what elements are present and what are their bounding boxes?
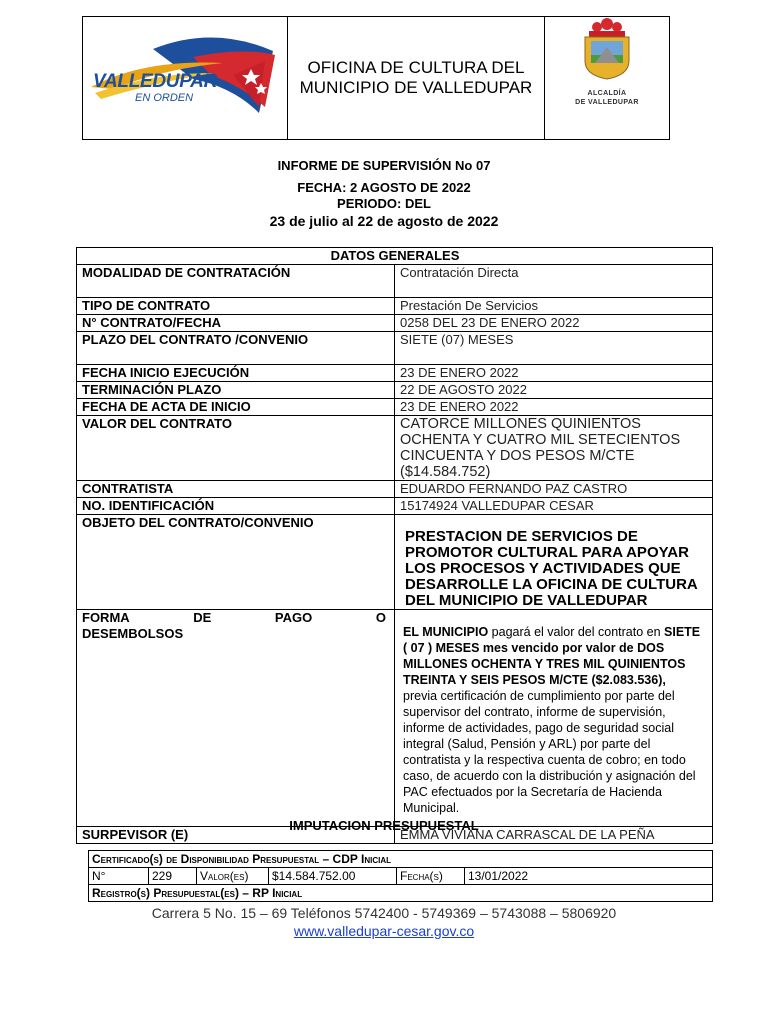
report-period-label: PERIODO: DEL — [337, 196, 431, 211]
inicio-label: FECHA INICIO EJECUCIÓN — [77, 365, 395, 382]
forma-word: FORMA — [82, 610, 130, 625]
pago-municipio: EL MUNICIPIO — [403, 625, 489, 639]
footer-address: Carrera 5 No. 15 – 69 Teléfonos 5742400 - 5749369 – 5743088 – 5806920 — [151, 905, 617, 921]
logo-tagline: EN ORDEN — [135, 92, 194, 104]
acta-label: FECHA DE ACTA DE INICIO — [77, 399, 395, 416]
modalidad-label: MODALIDAD DE CONTRATACIÓN — [77, 265, 395, 298]
table-row — [77, 248, 713, 265]
inicio-value: 23 DE ENERO 2022 — [395, 365, 713, 382]
cdp-fecha-label: Fecha(s) — [397, 868, 465, 885]
objeto-value: PRESTACION DE SERVICIOS DE PROMOTOR CULTURAL PARA APOYAR LOS PROCESOS Y ACTIVIDADES QUE DESARROLLE LA OFICINA DE CULTURA DEL MUNICIPIO DE VALLEDUPAR — [395, 515, 713, 610]
forma-word: PAGO — [274, 610, 313, 625]
report-date: FECHA: 2 AGOSTO DE 2022 — [297, 180, 471, 195]
identificacion-label: NO. IDENTIFICACIÓN — [77, 498, 395, 515]
table-row — [89, 851, 713, 868]
numero-label: N° CONTRATO/FECHA — [77, 315, 395, 332]
table-row — [89, 868, 713, 885]
datos-generales-table — [76, 247, 713, 844]
forma-pago-label-line2: DESEMBOLSOS — [82, 626, 184, 641]
forma-pago-label-line1 — [82, 610, 386, 626]
pago-text-2: previa certificación de cumplimiento por parte del supervisor del contrato, informe de supervisión, informe de actividades, pago de seguridad social integral (Salud, Pensión y ARL) por parte del contratista y la respectiva cuenta de cobro; en todo caso, de acuerdo con la distribución y asignación del PAC efectuados por la Secretaría de Hacienda Municipal. — [403, 689, 696, 815]
valledupar-logo — [83, 17, 288, 139]
tipo-value: Prestación De Servicios — [395, 298, 713, 315]
forma-pago-value — [395, 610, 713, 827]
cdp-no-label: N° — [89, 868, 149, 885]
logo-wordmark: VALLEDUPAR — [93, 71, 218, 92]
valor-value: CATORCE MILLONES QUINIENTOS OCHENTA Y CUATRO MIL SETECIENTOS CINCUENTA Y DOS PESOS M/CTE ($14.584.752) — [395, 416, 713, 481]
office-title-line1: OFICINA DE CULTURA DEL — [307, 58, 525, 77]
document-header — [82, 16, 670, 140]
coat-of-arms-icon — [545, 17, 669, 87]
office-title-line2: MUNICIPIO DE VALLEDUPAR — [299, 78, 533, 97]
table-row — [89, 885, 713, 902]
imputacion-title: IMPUTACION PRESUPUESTAL — [289, 818, 479, 833]
seal-text-line2: DE VALLEDUPAR — [575, 99, 639, 106]
table-row — [77, 610, 713, 827]
pago-amount: SIETE ( 07 ) MESES mes vencido por valor de DOS MILLONES OCHENTA Y TRES MIL QUINIENTOS TREINTA Y SEIS PESOS M/CTE ($2.083.536), — [403, 625, 701, 687]
cdp-header: Certificado(s) de Disponibilidad Presupuestal – CDP Inicial — [89, 851, 713, 868]
cdp-no-value: 229 — [149, 868, 197, 885]
table-row — [77, 365, 713, 382]
forma-word: DE — [193, 610, 212, 625]
acta-value: 23 DE ENERO 2022 — [395, 399, 713, 416]
report-title: INFORME DE SUPERVISIÓN No 07 — [277, 158, 491, 173]
supervisor-value: EMMA VIVIANA CARRASCAL DE LA PEÑA — [395, 827, 713, 844]
table-row — [77, 382, 713, 399]
office-title — [288, 17, 545, 139]
section-title: DATOS GENERALES — [77, 248, 713, 265]
report-period: 23 de julio al 22 de agosto de 2022 — [269, 213, 499, 229]
seal-text-line1: ALCALDÍA — [587, 90, 627, 97]
terminacion-value: 22 DE AGOSTO 2022 — [395, 382, 713, 399]
contratista-label: CONTRATISTA — [77, 481, 395, 498]
table-row — [77, 315, 713, 332]
cdp-valor-label: Valor(es) — [197, 868, 269, 885]
valor-label: VALOR DEL CONTRATO — [77, 416, 395, 481]
numero-value: 0258 DEL 23 DE ENERO 2022 — [395, 315, 713, 332]
website-link[interactable]: www.valledupar-cesar.gov.co — [293, 923, 475, 939]
table-row — [77, 332, 713, 365]
supervisor-label: SURPEVISOR (E) — [77, 827, 395, 844]
footer-website-row — [0, 923, 768, 939]
table-row — [77, 481, 713, 498]
cdp-fecha-value: 13/01/2022 — [465, 868, 713, 885]
plazo-value: SIETE (07) MESES — [395, 332, 713, 365]
cdp-valor-value: $14.584.752.00 — [269, 868, 397, 885]
table-row — [77, 298, 713, 315]
table-row — [77, 265, 713, 298]
table-row — [77, 399, 713, 416]
alcaldia-seal — [545, 17, 669, 139]
table-row — [77, 498, 713, 515]
table-row — [77, 416, 713, 481]
forma-pago-label — [77, 610, 395, 827]
pago-text-1: pagará el valor del contrato en — [488, 625, 665, 639]
objeto-label: OBJETO DEL CONTRATO/CONVENIO — [77, 515, 395, 610]
identificacion-value: 15174924 VALLEDUPAR CESAR — [395, 498, 713, 515]
modalidad-value: Contratación Directa — [395, 265, 713, 298]
tipo-label: TIPO DE CONTRATO — [77, 298, 395, 315]
terminacion-label: TERMINACIÓN PLAZO — [77, 382, 395, 399]
cdp-table — [88, 850, 713, 902]
rp-header: Registro(s) Presupuestal(es) – RP Inicial — [89, 885, 713, 902]
plazo-label: PLAZO DEL CONTRATO /CONVENIO — [77, 332, 395, 365]
table-row — [77, 515, 713, 610]
contratista-value: EDUARDO FERNANDO PAZ CASTRO — [395, 481, 713, 498]
forma-word: O — [375, 610, 386, 625]
